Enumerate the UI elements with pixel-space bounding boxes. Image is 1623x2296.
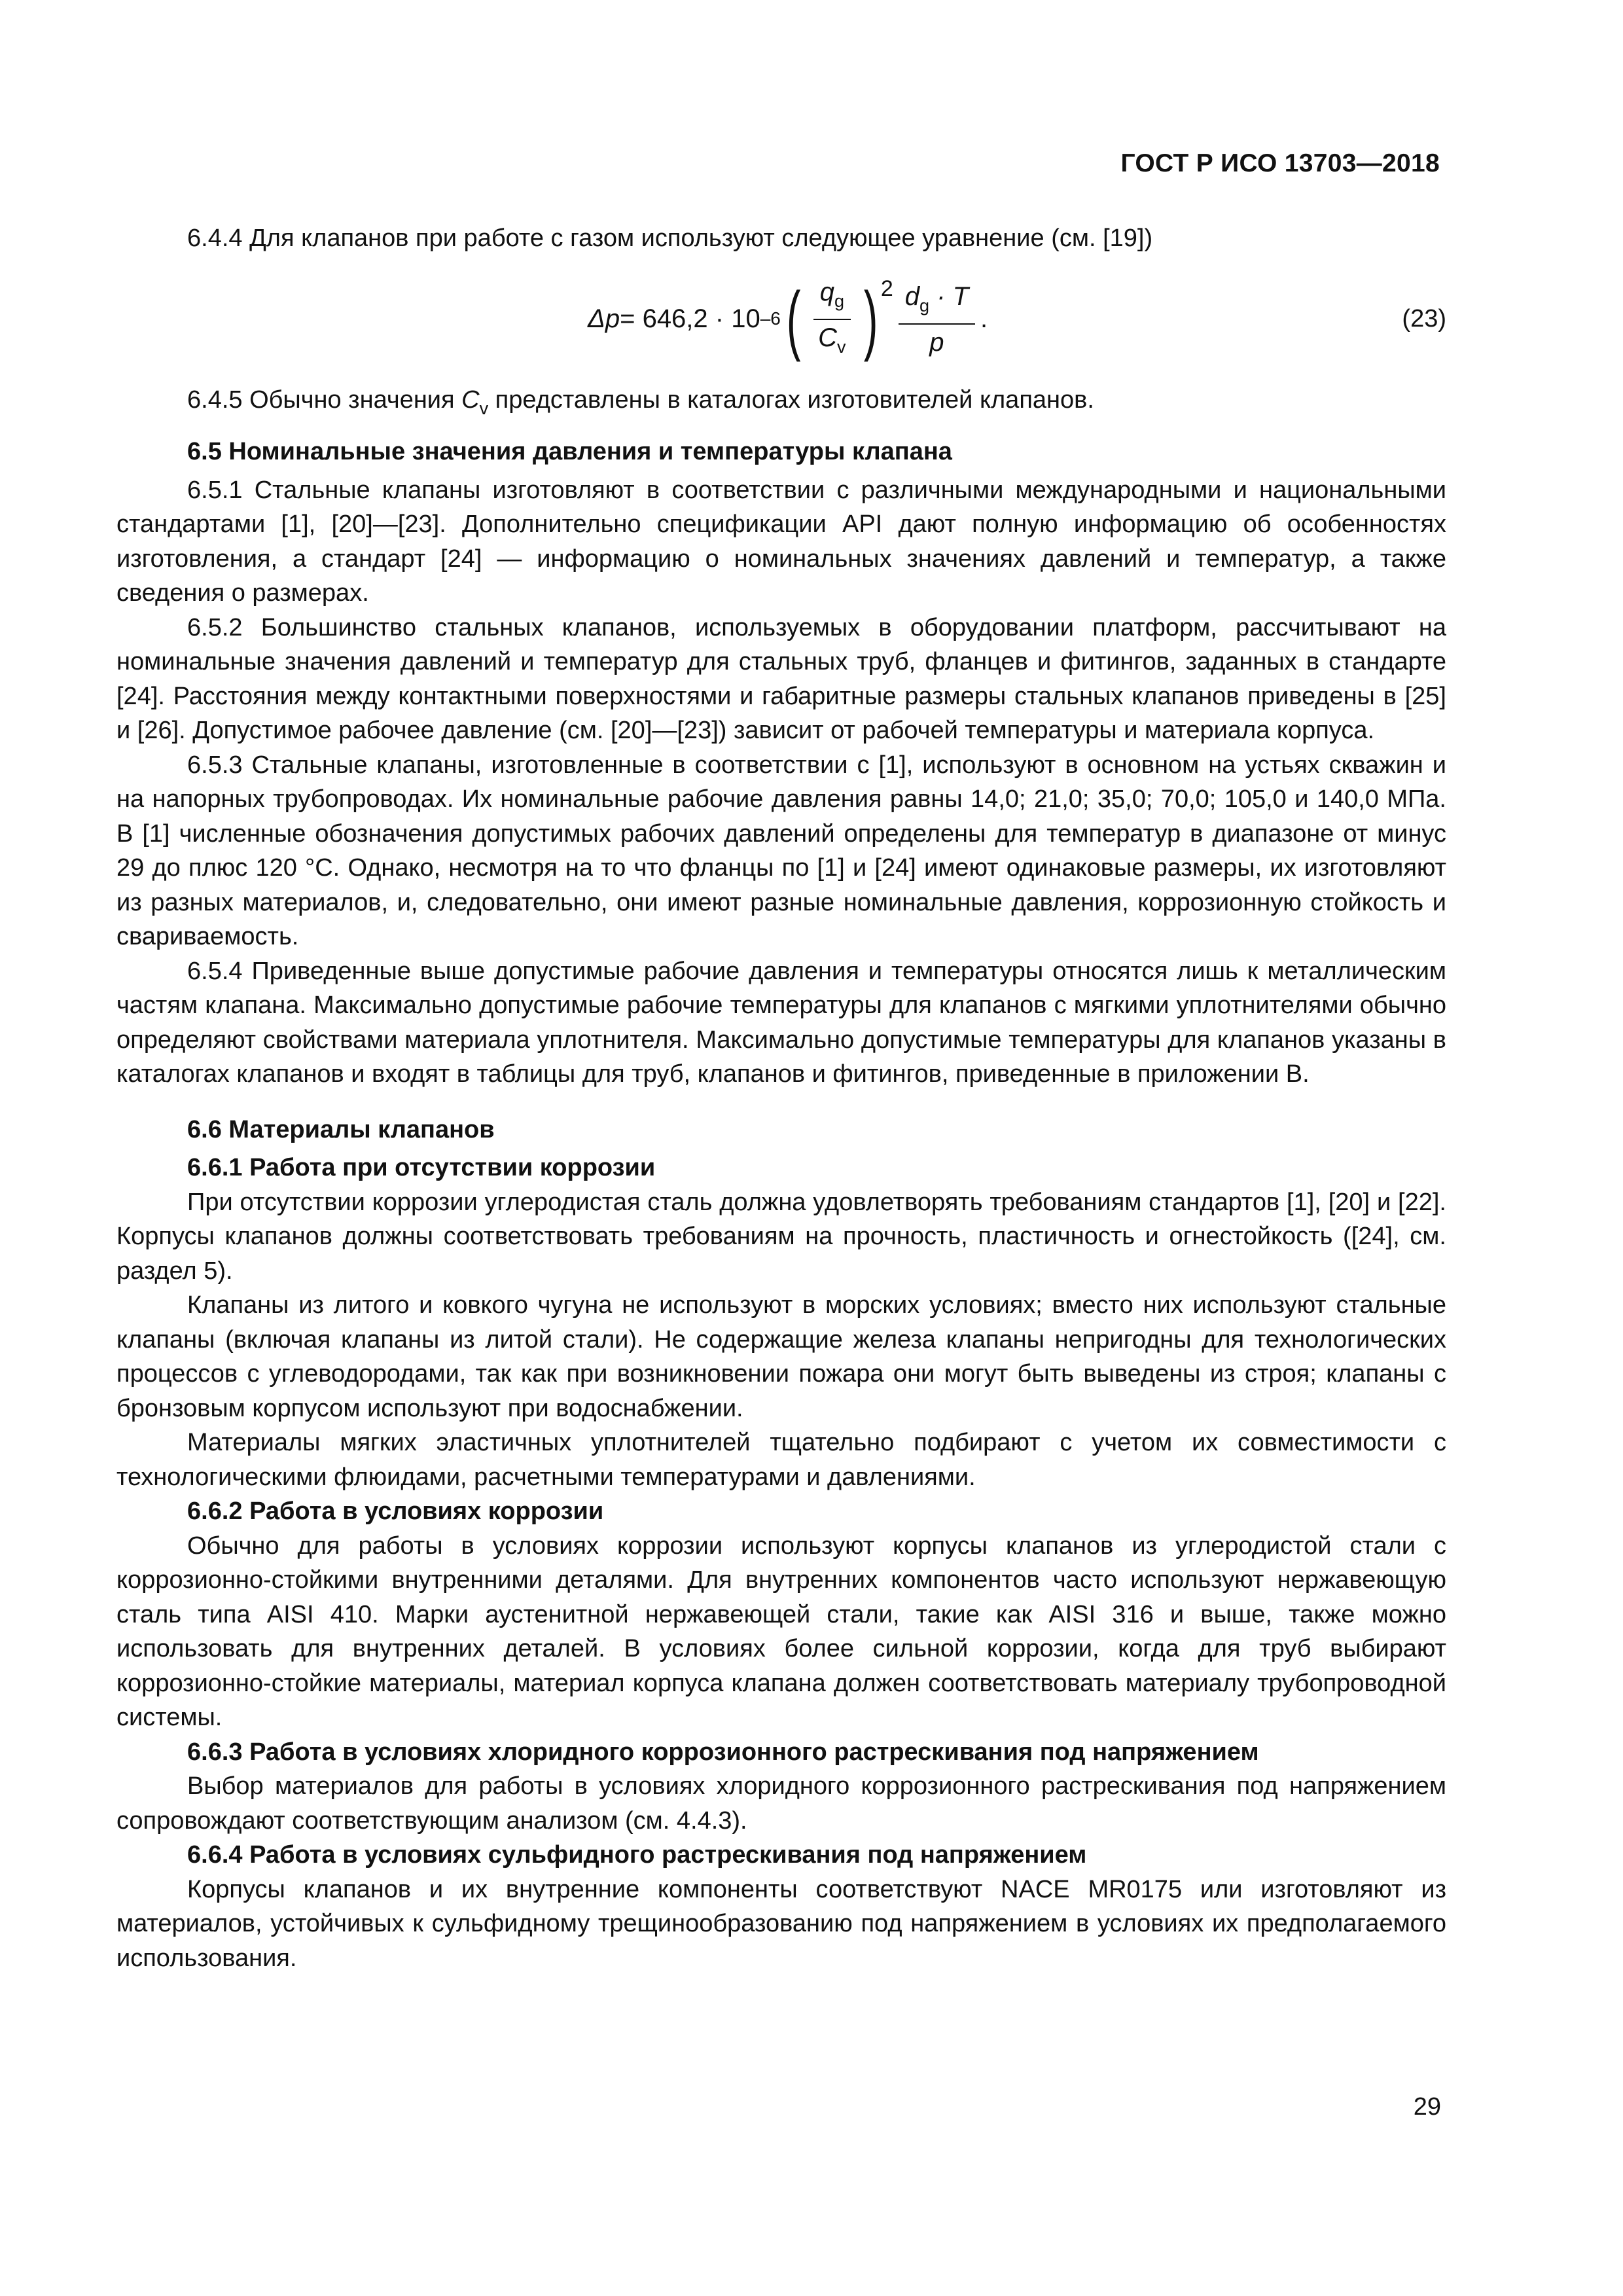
paragraph-6-6-1-a: При отсутствии коррозии углеродистая сталь должна удовлетворять требованиям стандартов [1], [20] и [22]. Корпусы клапанов должны соответствовать требованиям на прочность, пластичность и огнестойкость ([24], см. раздел 5). — [116, 1188, 1446, 1285]
paragraph-6-5-3: 6.5.3 Стальные клапаны, изготовленные в соответствии с [1], используют в основном на устьях скважин и на напорных трубопроводах. Их номинальные рабочие давления равны 14,0; 21,0; 35,0; 70,0; 105,0 и 140,0 МПа. В [1] численные обозначения допустимых рабочих давлений определены для температур в диапазоне от минус 29 до плюс 120 °С. Однако, несмотря на то что фланцы по [1] и [24] имеют одинаковые размеры, их изготовляют из разных материалов, и, следовательно, они имеют разные номинальные давления, коррозионную стойкость и свариваемость. — [116, 751, 1446, 950]
den2-symbol: p — [929, 327, 944, 357]
section-heading-6-5: 6.5 Номинальные значения давления и температуры клапана — [187, 438, 952, 465]
equation-number: (23) — [1402, 305, 1446, 333]
document-code-header: ГОСТ Р ИСО 13703—2018 — [1120, 149, 1440, 177]
left-paren: ( — [786, 276, 801, 363]
flow-ratio-fraction — [812, 274, 852, 365]
paragraph-6-4-5: 6.4.5 Обычно значения $C_v$ представлены в каталогах изготовителей клапанов. — [187, 386, 1094, 418]
paragraph-6-5-4: 6.5.4 Приведенные выше допустимые рабочие давления и температуры относятся лишь к металлическим частям клапана. Максимально допустимые рабочие температуры для клапанов с мягкими уплотнителями обычно определяют свойствами материала уплотнителя. Максимально допустимые температуры для клапанов указаны в каталогах клапанов и входят в таблицы для труб, клапанов и фитингов, приведенные в приложении В. — [116, 957, 1446, 1088]
subsection-heading-6-6-4: 6.6.4 Работа в условиях сульфидного растрескивания под напряжением — [187, 1841, 1087, 1869]
paragraph-6-6-1-c: Материалы мягких эластичных уплотнителей тщательно подбирают с учетом их совместимости с технологическими флюидами, расчетными температурами и давлениями. — [116, 1429, 1446, 1491]
formula-coefficient: = 646,2 · 10 — [620, 304, 760, 334]
den1-subscript: v — [837, 336, 846, 357]
subsection-heading-6-6-3: 6.6.3 Работа в условиях хлоридного коррозионного растрескивания под напряжением — [187, 1738, 1259, 1766]
num2-rest: · T — [929, 281, 969, 311]
formula-period: . — [980, 304, 988, 334]
section-heading-6-6: 6.6 Материалы клапанов — [187, 1115, 495, 1143]
paragraph-6-6-3: Выбор материалов для работы в условиях хлоридного коррозионного растрескивания под напряжением сопровождают соответствующим анализом (см. 4.4.3). — [116, 1772, 1446, 1835]
subsection-heading-6-6-1: 6.6.1 Работа при отсутствии коррозии — [187, 1154, 656, 1181]
equation-23 — [116, 259, 1446, 380]
den1-symbol: C — [818, 323, 838, 352]
page-body — [116, 221, 1446, 1975]
formula-lhs: Δp — [588, 304, 620, 334]
num2-symbol: d — [904, 281, 920, 311]
pressure-drop-formula — [588, 259, 988, 380]
paragraph-6-6-1-b: Клапаны из литого и ковкого чугуна не используют в морских условиях; вместо них используют стальные клапаны (включая клапаны из литой стали). Не содержащие железа клапаны непригодны для технологических процессов с углеводородами, так как при возникновении пожара они могут быть выведены из строя; клапаны с бронзовым корпусом используют при водоснабжении. — [116, 1291, 1446, 1422]
paragraph-6-5-1: 6.5.1 Стальные клапаны изготовляют в соответствии с различными международными и национальными стандартами [1], [20]—[23]. Дополнительно спецификации API дают полную информацию об особенностях изготовления, а стандарт [24] — информацию о номинальных значениях давлений и температур, а также сведения о размерах. — [116, 476, 1446, 607]
num2-subscript: g — [919, 295, 930, 315]
right-paren: ) — [863, 276, 878, 363]
paragraph-6-6-4: Корпусы клапанов и их внутренние компоненты соответствуют NACE MR0175 или изготовляют из материалов, устойчивых к сульфидному трещинообразованию под напряжением в условиях их предполагаемого использования. — [116, 1875, 1446, 1972]
paragraph-6-6-2: Обычно для работы в условиях коррозии используют корпусы клапанов из углеродистой стали с коррозионно-стойкими внутренними деталями. Для внутренних компонентов часто используют нержавеющую сталь типа AISI 410. Марки аустенитной нержавеющей стали, такие как AISI 316 и выше, также можно использовать для внутренних деталей. В условиях более сильной коррозии, когда для труб выбирают коррозионно-стойкие материалы, материал корпуса клапана должен соответствовать материалу трубопроводной системы. — [116, 1532, 1446, 1731]
num1-symbol: q — [819, 277, 834, 306]
formula-power: 2 — [880, 276, 893, 302]
density-fraction — [899, 279, 975, 360]
page-number: 29 — [1413, 2093, 1441, 2121]
formula-exponent: –6 — [760, 308, 781, 329]
num1-subscript: g — [834, 291, 844, 311]
paragraph-6-5-2: 6.5.2 Большинство стальных клапанов, используемых в оборудовании платформ, рассчитывают на номинальные значения давлений и температур для стальных труб, фланцев и фитингов, заданных в стандарте [24]. Расстояния между контактными поверхностями и габаритные размеры стальных клапанов приведены в [25] и [26]. Допустимое рабочее давление (см. [20]—[23]) зависит от рабочей температуры и материала корпуса. — [116, 613, 1446, 744]
subsection-heading-6-6-2: 6.6.2 Работа в условиях коррозии — [187, 1498, 604, 1525]
paragraph-6-4-4: 6.4.4 Для клапанов при работе с газом используют следующее уравнение (см. [19]) — [187, 224, 1153, 252]
